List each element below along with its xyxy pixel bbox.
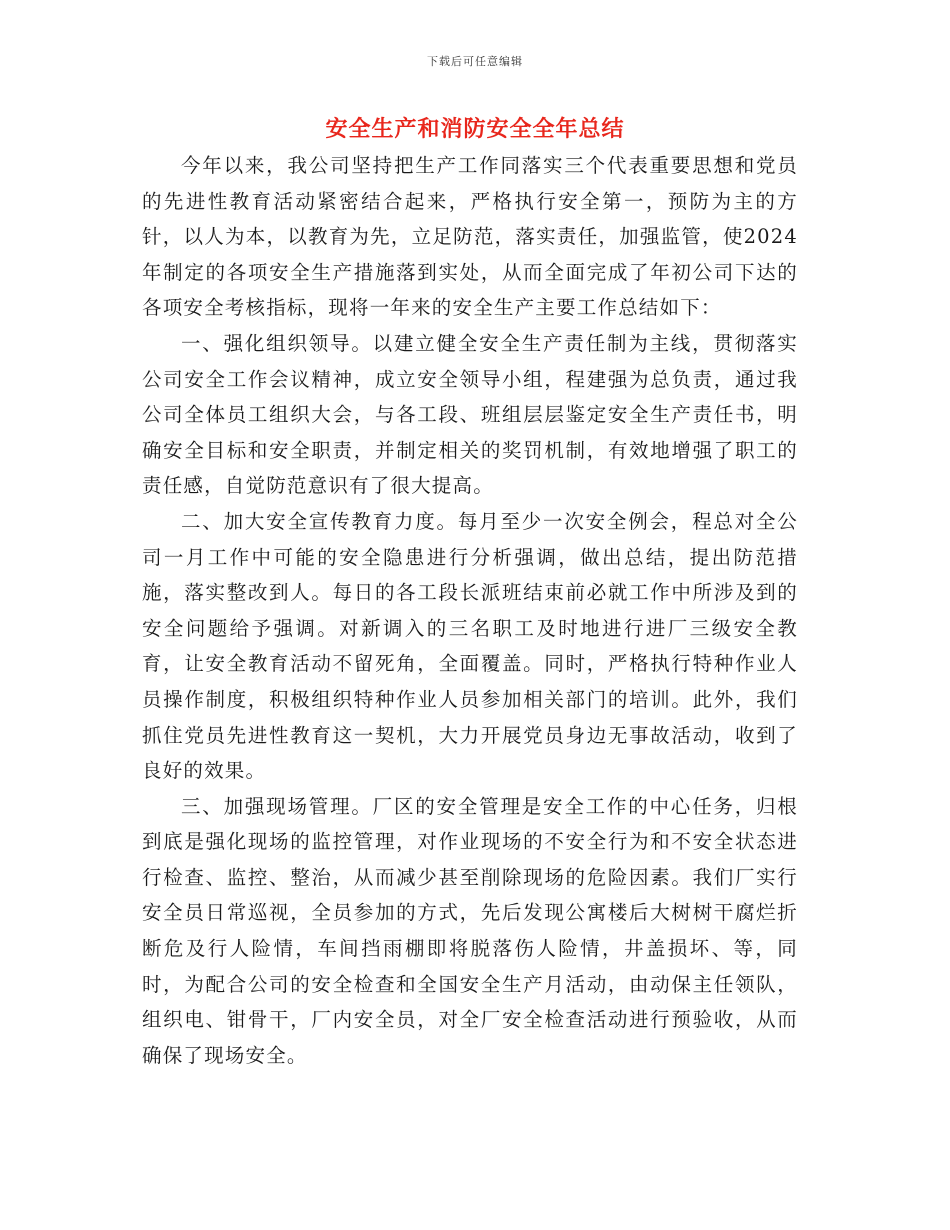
paragraph-site-management: 三、加强现场管理。厂区的安全管理是安全工作的中心任务，归根到底是强化现场的监控管理，对作业现场的不安全行为和不安全状态进行检查、监控、整治，从而减少甚至削除现场的危险因素。我们厂实行安全员日常巡视，全员参加的方式，先后发现公寓楼后大树树干腐烂折断危及行人险情，车间挡雨棚即将脱落伤人险情，井盖损坏、等，同时，为配合公司的安全检查和全国安全生产月活动，由动保主任领队，组织电、钳骨干，厂内安全员，对全厂安全检查活动进行预验收，从而确保了现场安全。 [142,794,798,1067]
header-note: 下载后可任意编辑 [427,55,523,68]
paragraph-organization: 一、强化组织领导。以建立健全安全生产责任制为主线，贯彻落实公司安全工作会议精神，成立安全领导小组，程建强为总负责，通过我公司全体员工组织大会，与各工段、班组层层鉴定安全生产责任书，明确安全目标和安全职责，并制定相关的奖罚机制，有效地增强了职工的责任感，自觉防范意识有了很大提高。 [142,331,798,498]
paragraph-education: 二、加大安全宣传教育力度。每月至少一次安全例会，程总对全公司一月工作中可能的安全隐患进行分析强调，做出总结，提出防范措施，落实整改到人。每日的各工段长派班结束前必就工作中所涉及到的安全问题给予强调。对新调入的三名职工及时地进行进厂三级安全教育，让安全教育活动不留死角，全面覆盖。同时，严格执行特种作业人员操作制度，积极组织特种作业人员参加相关部门的培训。此外，我们抓住党员先进性教育这一契机，大力开展党员身边无事故活动，收到了良好的效果。 [142,509,798,783]
paragraph-intro: 今年以来，我公司坚持把生产工作同落实三个代表重要思想和党员的先进性教育活动紧密结合起来，严格执行安全第一，预防为主的方针，以人为本，以教育为先，立足防范，落实责任，加强监管，使2024年制定的各项安全生产措施落到实处，从而全面完成了年初公司下达的各项安全考核指标，现将一年来的安全生产主要工作总结如下： [142,154,798,320]
document-title: 安全生产和消防安全全年总结 [325,116,625,142]
document-body [142,148,798,1073]
